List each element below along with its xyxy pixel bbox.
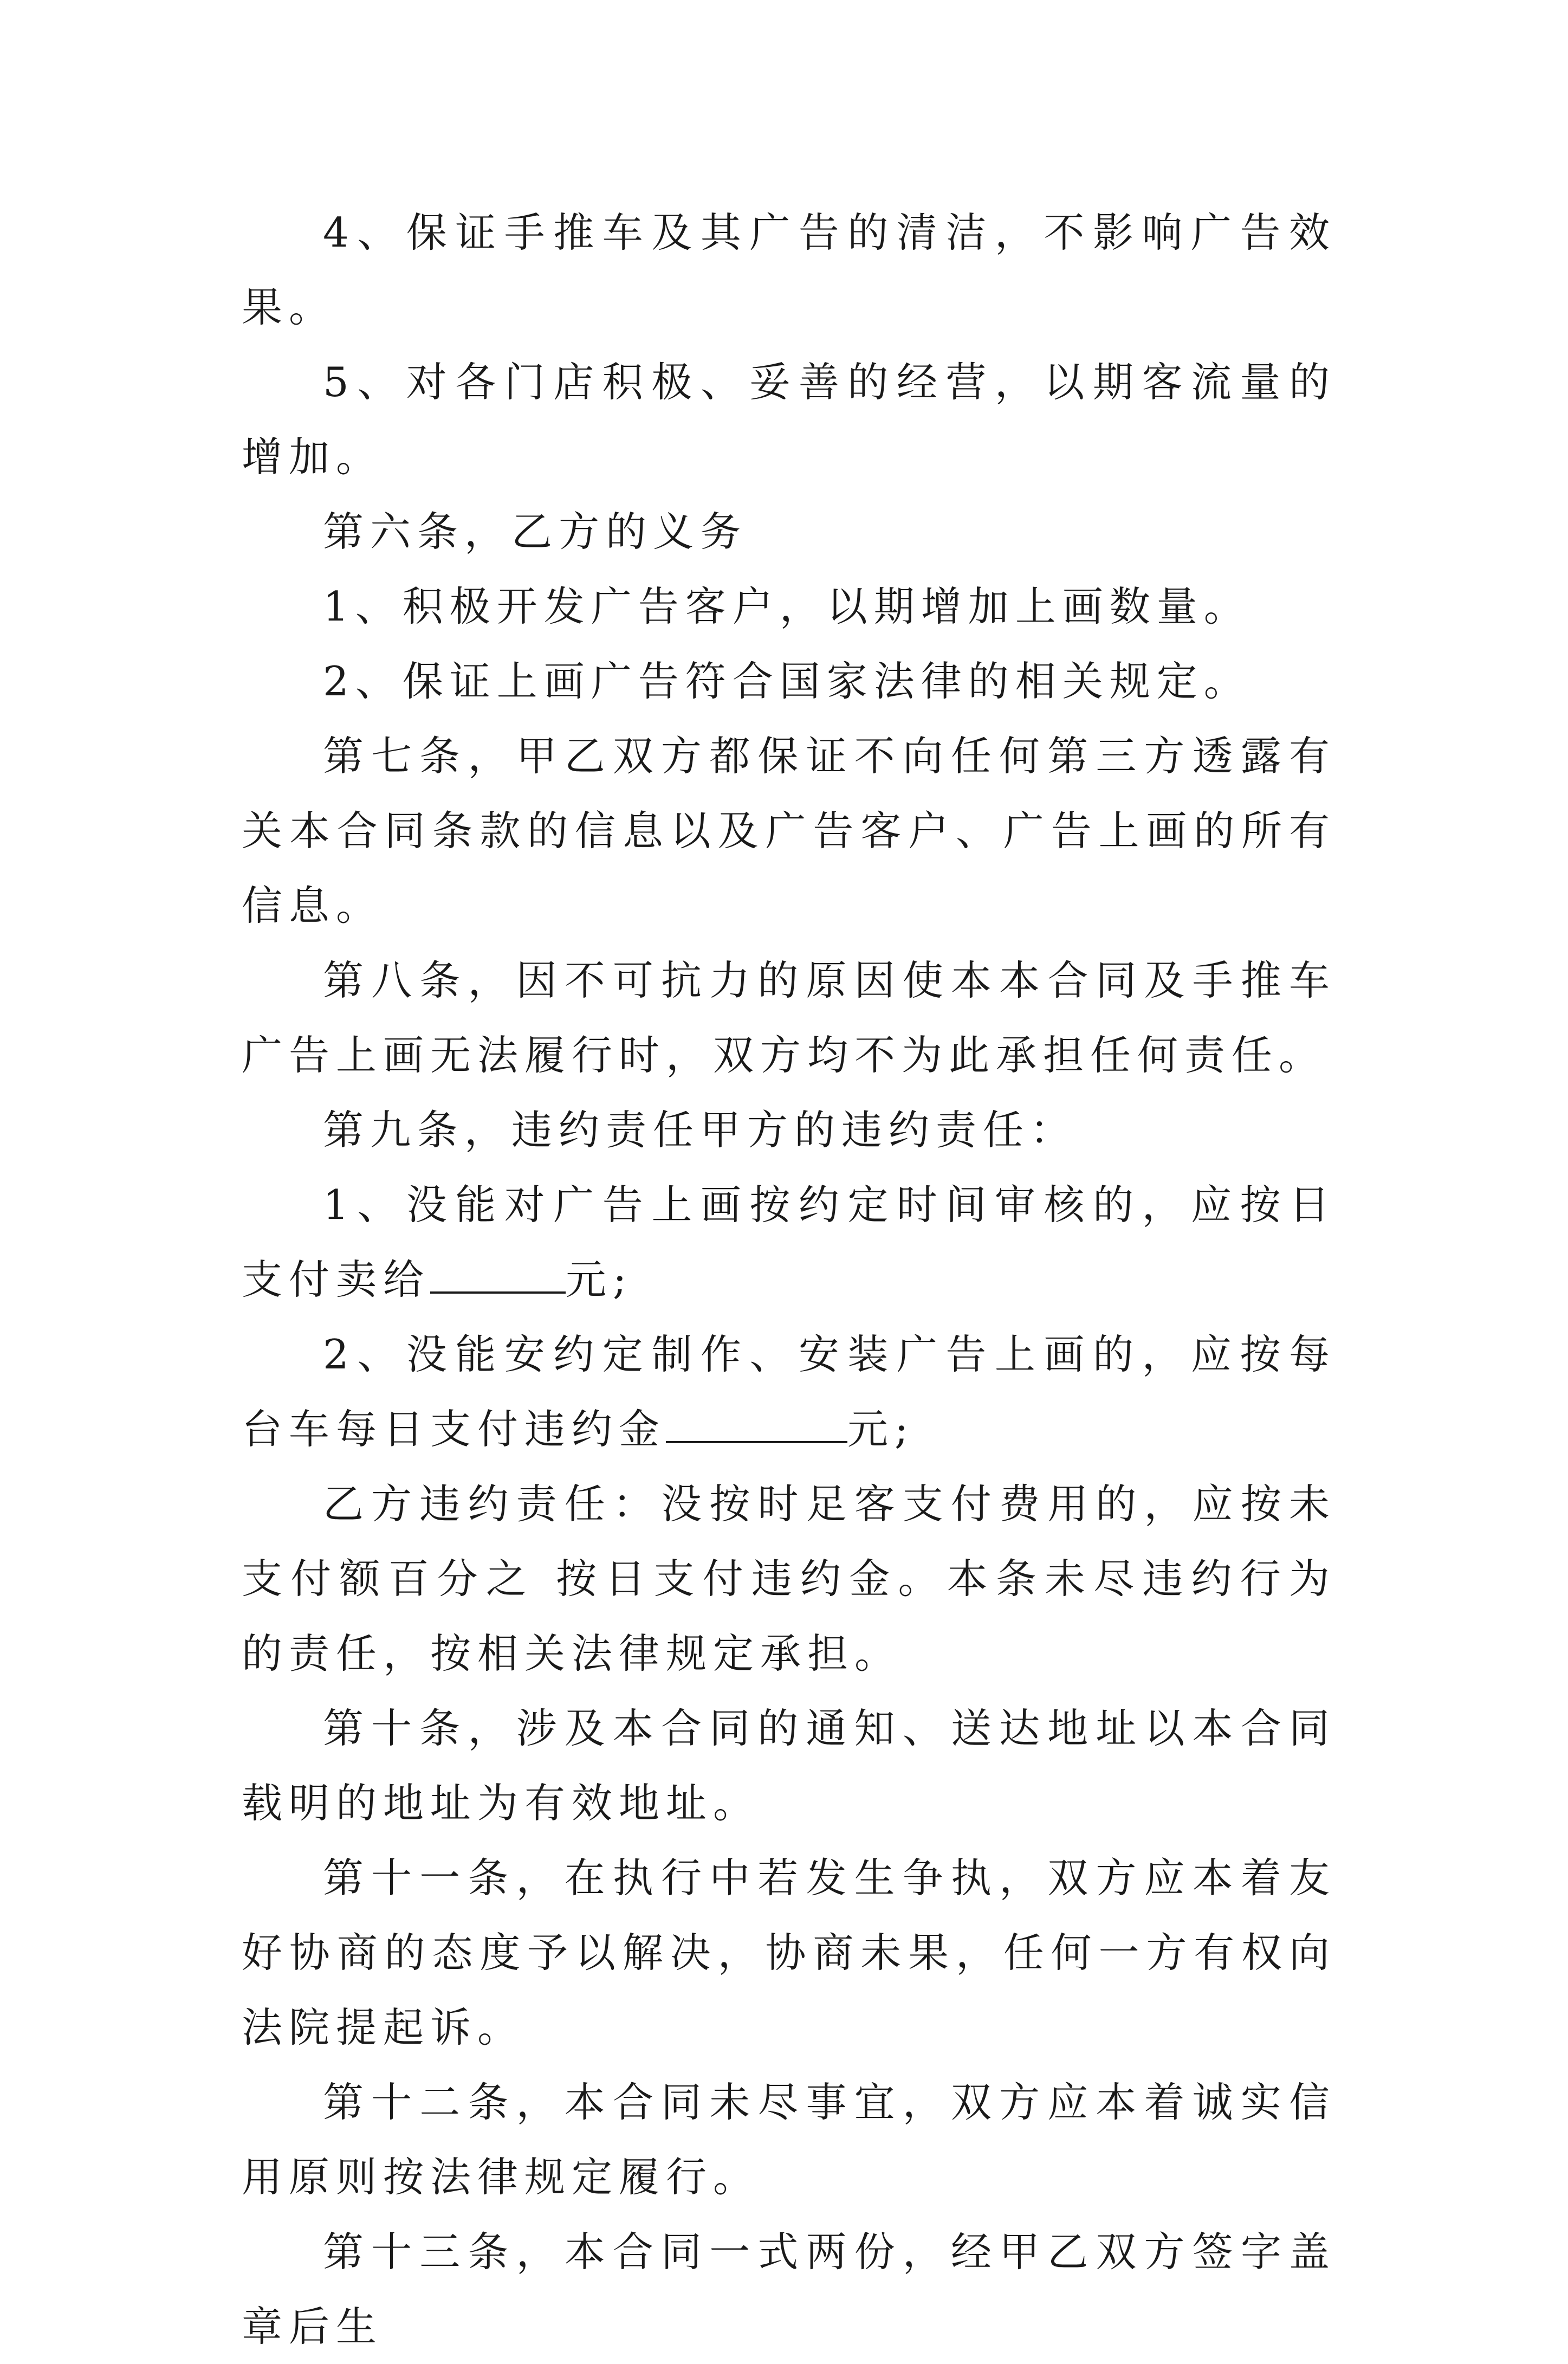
party-b-liability: 乙方违约责任：没按时足客支付费用的，应按未支付额百分之 按日支付违约金。本条未尽违约行为的责任，按相关法律规定承担。 — [242, 1480, 1336, 1677]
clause-8: 第八条，因不可抗力的原因使本本合同及手推车广告上画无法履行时，双方均不为此承担任何责任。 — [242, 957, 1336, 1079]
fill-in-blank-amount-2 — [666, 1403, 847, 1443]
clause-9-item-1-unit: 元; — [566, 1256, 633, 1303]
clause-6-item-1: 1、积极开发广告客户，以期增加上画数量。 — [323, 583, 1251, 630]
document-body — [242, 195, 1336, 2364]
clause-12: 第十二条，本合同未尽事宜，双方应本着诚实信用原则按法律规定履行。 — [242, 2078, 1336, 2201]
clause-5-item-5: 5、对各门店积极、妥善的经营，以期客流量的增加。 — [242, 358, 1336, 481]
clause-9-item-1-text: 1、没能对广告上画按约定时间审核的，应按日支付卖给 — [242, 1181, 1336, 1303]
clause-9-item-1 — [242, 1167, 1336, 1317]
clause-9-item-2-unit: 元; — [847, 1405, 915, 1453]
clause-7: 第七条，甲乙双方都保证不向任何第三方透露有关本合同条款的信息以及广告客户、广告上画的所有信息。 — [242, 732, 1336, 929]
clause-9-item-2 — [242, 1317, 1336, 1467]
clause-5-item-4: 4、保证手推车及其广告的清洁，不影响广告效果。 — [242, 209, 1336, 331]
clause-6-item-2: 2、保证上画广告符合国家法律的相关规定。 — [323, 657, 1251, 705]
clause-9-heading: 第九条，违约责任甲方的违约责任： — [323, 1106, 1078, 1154]
fill-in-blank-amount-1 — [430, 1254, 566, 1294]
clause-13: 第十三条，本合同一式两份，经甲乙双方签字盖章后生 — [242, 2228, 1336, 2350]
clause-10: 第十条，涉及本合同的通知、送达地址以本合同载明的地址为有效地址。 — [242, 1704, 1336, 1827]
clause-9-item-2-text: 2、没能安约定制作、安装广告上画的，应按每台车每日支付违约金 — [242, 1330, 1336, 1453]
clause-11: 第十一条，在执行中若发生争执，双方应本着友好协商的态度予以解决，协商未果，任何一方有权向法院提起诉。 — [242, 1854, 1336, 2051]
clause-6-heading: 第六条，乙方的义务 — [323, 508, 748, 556]
